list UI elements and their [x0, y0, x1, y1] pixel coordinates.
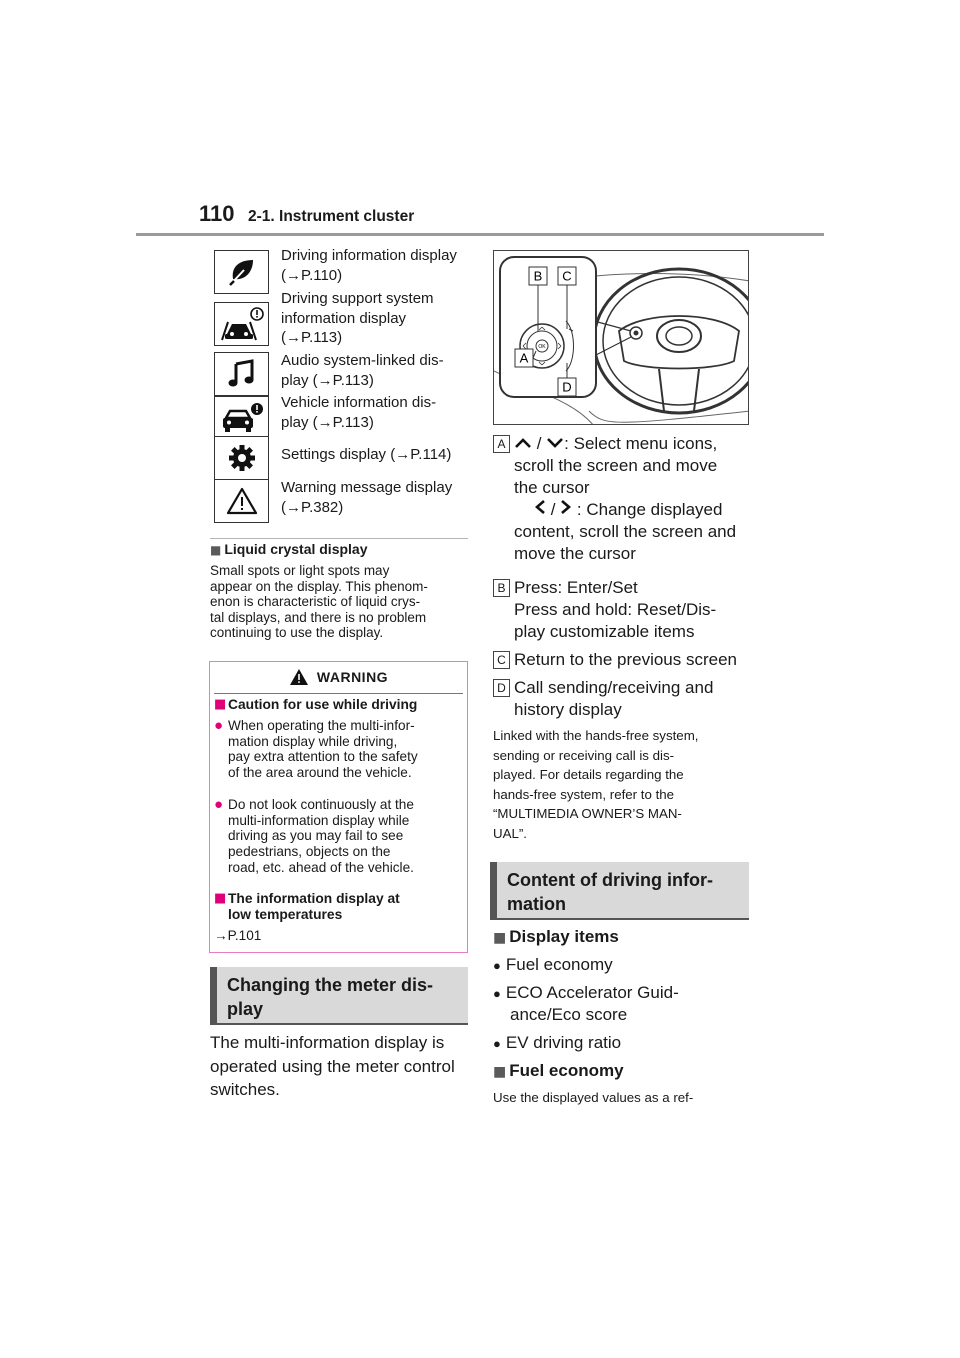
- display-item-line: Vehicle information dis-: [281, 394, 437, 411]
- lcd-line: continuing to use the display.: [210, 625, 384, 641]
- caution-title-text: Caution for use while driving: [228, 697, 418, 712]
- warning-triangle-icon: [289, 668, 309, 686]
- display-item-line: Audio system-linked dis-: [281, 352, 444, 369]
- warning-line: Do not look continuously at the: [228, 796, 414, 812]
- list-item-text: ECO Accelerator Guid-: [505, 983, 679, 1002]
- warning-line: road, etc. ahead of the vehicle.: [228, 859, 414, 875]
- label-c-box: C: [493, 651, 510, 669]
- warning-line: multi-information display while: [228, 812, 410, 828]
- heading-line: Changing the meter dis-: [227, 975, 434, 995]
- control-a-text: : Change displayed: [576, 500, 723, 519]
- slash: /: [532, 434, 547, 453]
- list-item: ● Fuel economy: [493, 955, 613, 974]
- list-item-cont: ance/Eco score: [510, 1005, 628, 1024]
- list-item: ● EV driving ratio: [493, 1033, 622, 1052]
- control-a-line: scroll the screen and move: [514, 456, 718, 475]
- lowtemp-ref[interactable]: →P.101: [214, 928, 262, 943]
- display-item-line: Warning message display: [281, 479, 453, 496]
- diagram-label-c: C: [562, 268, 572, 284]
- chapter-title: 2-1. Instrument cluster: [248, 208, 415, 225]
- lowtemp-line: low temperatures: [228, 907, 343, 922]
- control-c-text: Return to the previous screen: [514, 650, 738, 669]
- lcd-line: tal displays, and there is no problem: [210, 609, 427, 625]
- control-d-line: Call sending/receiving and: [514, 678, 714, 697]
- control-c: [493, 649, 753, 671]
- body-line: switches.: [210, 1080, 280, 1099]
- lowtemp-line: The information display at: [228, 891, 400, 906]
- fuel-title: Fuel economy: [509, 1061, 624, 1080]
- display-items-heading: ■ Display items: [493, 927, 619, 946]
- warning-rule: [214, 693, 463, 694]
- heading-line: play: [227, 999, 264, 1019]
- header-rule: [136, 233, 824, 236]
- fuel-economy-text: Use the displayed values as a ref-: [493, 1090, 694, 1105]
- chevron-up-icon: [514, 437, 532, 449]
- control-a-line: the cursor: [514, 478, 590, 497]
- separator: [210, 538, 468, 539]
- control-b-line: Press: Enter/Set: [514, 578, 638, 597]
- note-line: “MULTIMEDIA OWNER’S MAN-: [493, 806, 682, 821]
- warning-line: pedestrians, objects on the: [228, 844, 391, 860]
- control-a: [493, 433, 753, 565]
- warning-lowtemp-title: ■ The information display at low temperatures: [214, 890, 464, 923]
- warning-line: driving as you may fail to see: [228, 828, 404, 844]
- display-item-line: play (→P.113): [281, 413, 374, 431]
- warning-caution-title: ■ Caution for use while driving: [214, 696, 464, 713]
- display-items-title: Display items: [509, 927, 619, 946]
- changing-body: [210, 1031, 475, 1102]
- warning-triangle-icon: [214, 479, 269, 523]
- music-note-icon: [214, 352, 269, 396]
- chevron-down-icon: [546, 437, 564, 449]
- display-item-line: (→P.113): [281, 329, 343, 346]
- control-b-line: play customizable items: [514, 622, 695, 641]
- note-line: sending or receiving call is dis-: [493, 747, 675, 763]
- svg-text:OK: OK: [538, 344, 546, 350]
- list-item-text: Fuel economy: [505, 955, 613, 974]
- fuel-economy-heading: ■ Fuel economy: [493, 1061, 624, 1080]
- warning-item-1: ● When operating the multi-infor- mation display while driving, pay extra attention to the safety of the area around the vehicle.: [214, 718, 464, 781]
- display-item-line: (→P.382): [281, 498, 344, 516]
- diagram-label-b: B: [533, 268, 543, 284]
- warning-heading: WARNING: [316, 669, 389, 685]
- driving-support-icon: [214, 302, 269, 346]
- lowtemp-title-text: [214, 891, 464, 923]
- label-b-box: B: [493, 579, 510, 597]
- leaf-icon: [214, 250, 269, 294]
- label-a-box: A: [493, 435, 510, 453]
- control-a-line4: [514, 499, 753, 521]
- display-item-line: play (→P.113): [281, 371, 374, 389]
- display-item-line: Driving support system: [281, 290, 434, 307]
- gear-icon: [214, 436, 269, 480]
- diagram-label-d: D: [562, 379, 572, 395]
- control-a-text: : Select menu icons,: [564, 434, 718, 453]
- lcd-line: Small spots or light spots may: [210, 563, 390, 578]
- body-line: The multi-information display is: [210, 1033, 445, 1052]
- display-item-line: Settings display (→P.114): [281, 446, 452, 463]
- lcd-line: appear on the display. This phenom-: [210, 578, 428, 594]
- control-d: [493, 677, 753, 721]
- control-b: [493, 577, 753, 643]
- control-b-line: Press and hold: Reset/Dis-: [514, 600, 717, 619]
- lcd-line: enon is characteristic of liquid crys-: [210, 594, 421, 610]
- note-line: hands-free system, refer to the: [493, 786, 675, 802]
- chevron-right-icon: [560, 499, 572, 515]
- display-item-line: information display: [281, 309, 407, 327]
- heading-line: mation: [507, 894, 567, 914]
- page-number: 110: [199, 201, 235, 226]
- control-d-line: history display: [514, 700, 622, 719]
- steering-wheel-illustration: [494, 251, 749, 425]
- list-item-text: EV driving ratio: [505, 1033, 622, 1052]
- vehicle-info-icon: [214, 396, 269, 440]
- warning-item-text: [214, 797, 464, 876]
- diagram-label-a: A: [519, 350, 529, 366]
- chevron-left-icon: [534, 499, 546, 515]
- label-d-box: D: [493, 679, 510, 697]
- warning-header: [209, 661, 468, 693]
- note-line: Linked with the hands-free system,: [493, 728, 699, 743]
- lcd-body: [210, 563, 472, 641]
- warning-line: pay extra attention to the safety: [228, 749, 418, 765]
- control-a-line: move the cursor: [514, 544, 636, 563]
- warning-item-text: [214, 718, 464, 781]
- lcd-title: Liquid crystal display: [224, 541, 368, 557]
- list-item: ● ECO Accelerator Guid-: [493, 983, 679, 1002]
- note-line: played. For details regarding the: [493, 767, 684, 782]
- display-item-line: (→P.110): [281, 266, 343, 284]
- control-a-line: content, scroll the screen and: [514, 522, 737, 541]
- warning-item-2: ● Do not look continuously at the multi-information display while driving as you may fail to see pedestrians, objects on the road, etc. ahead of the vehicle.: [214, 797, 464, 876]
- warning-line: mation display while driving,: [228, 733, 398, 749]
- note-line: UAL”.: [493, 825, 527, 841]
- section-heading-content: [490, 862, 749, 920]
- section-heading-changing: [210, 967, 468, 1025]
- display-item-line: Driving information display: [281, 247, 457, 264]
- handsfree-note: [493, 726, 751, 843]
- control-a-line1: [514, 433, 753, 455]
- warning-line: When operating the multi-infor-: [228, 717, 415, 733]
- warning-line: of the area around the vehicle.: [228, 765, 412, 781]
- heading-line: Content of driving infor-: [507, 870, 713, 890]
- slash: /: [546, 500, 561, 519]
- body-line: operated using the meter control: [210, 1056, 455, 1076]
- steering-wheel-diagram: [493, 250, 749, 425]
- lcd-heading: ■ Liquid crystal display: [210, 541, 368, 557]
